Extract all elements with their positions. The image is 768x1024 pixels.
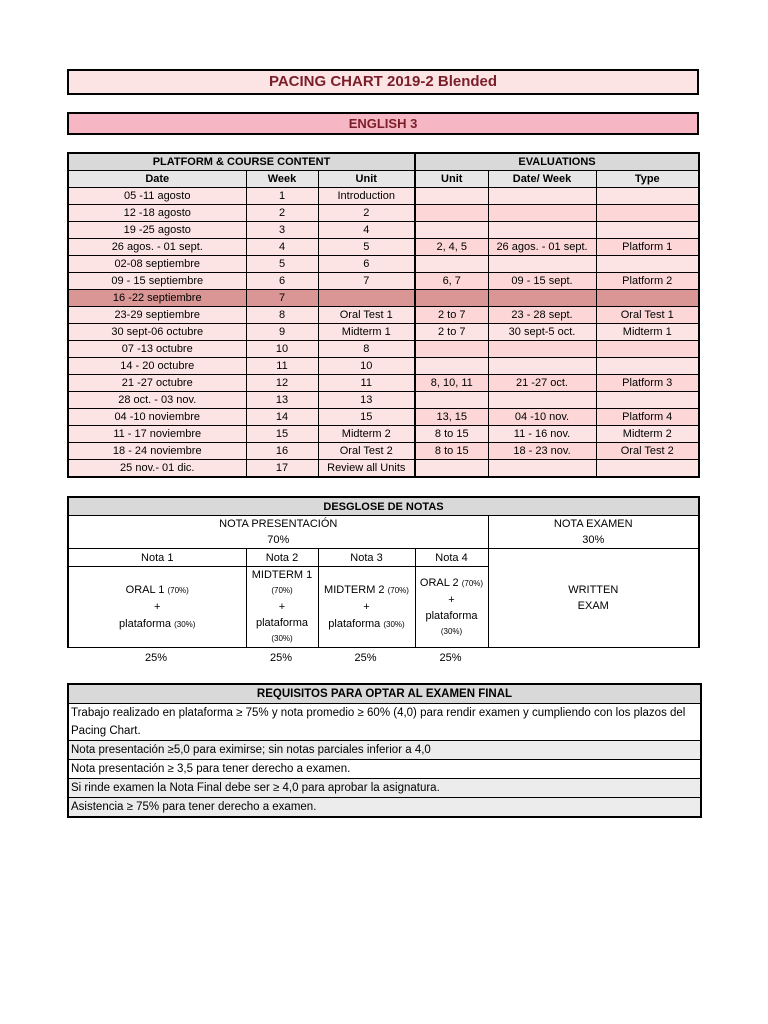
pacing-row xyxy=(68,409,699,426)
col-unit: Unit xyxy=(318,171,415,188)
row-eval-unit xyxy=(415,341,488,358)
row-unit: 2 xyxy=(318,205,415,222)
oral-2-pct: (70%) xyxy=(461,578,484,588)
row-date: 12 -18 agosto xyxy=(68,205,246,222)
pacing-row xyxy=(68,273,699,290)
row-eval-type: Platform 4 xyxy=(596,409,699,426)
oral-2-plat: plataforma xyxy=(425,609,478,622)
pacing-table xyxy=(67,152,700,478)
row-eval-unit xyxy=(415,222,488,239)
row-date: 25 nov.- 01 dic. xyxy=(68,460,246,478)
midterm-1-label: MIDTERM 1 xyxy=(251,569,313,581)
nota-3-detail xyxy=(318,567,415,648)
exam-label: EXAM xyxy=(577,600,609,612)
col-week: Week xyxy=(246,171,318,188)
midterm-2-label: MIDTERM 2 xyxy=(324,583,385,596)
requirement-item: Si rinde examen la Nota Final debe ser ≥ 4,0 para aprobar la asignatura. xyxy=(68,779,701,798)
weight-nota-3: 25% xyxy=(354,652,377,664)
row-date: 11 - 17 noviembre xyxy=(68,426,246,443)
col-eval-date: Date/ Week xyxy=(488,171,596,188)
nota-4-header: Nota 4 xyxy=(415,549,488,567)
nota-examen-pct: 30% xyxy=(582,534,605,546)
nota-1-detail xyxy=(68,567,246,648)
row-unit: 10 xyxy=(318,358,415,375)
midterm-1-plus: + xyxy=(278,601,286,613)
pacing-row xyxy=(68,375,699,392)
pacing-row xyxy=(68,392,699,409)
row-unit: 7 xyxy=(318,273,415,290)
requirement-item: Trabajo realizado en plataforma ≥ 75% y nota promedio ≥ 60% (4,0) para rendir examen y cumpliendo con los plazos del Pacing Chart. xyxy=(68,704,701,741)
row-unit xyxy=(318,290,415,307)
row-eval-date: 04 -10 nov. xyxy=(488,409,596,426)
pacing-row xyxy=(68,188,699,205)
row-eval-unit xyxy=(415,205,488,222)
row-week: 12 xyxy=(246,375,318,392)
row-unit: Oral Test 1 xyxy=(318,307,415,324)
row-week: 4 xyxy=(246,239,318,256)
row-eval-date: 21 -27 oct. xyxy=(488,375,596,392)
written-label: WRITTEN xyxy=(568,584,619,596)
row-eval-unit xyxy=(415,358,488,375)
row-unit: 15 xyxy=(318,409,415,426)
row-week: 16 xyxy=(246,443,318,460)
row-eval-unit: 6, 7 xyxy=(415,273,488,290)
pacing-row xyxy=(68,222,699,239)
row-eval-type: Platform 2 xyxy=(596,273,699,290)
row-unit: 8 xyxy=(318,341,415,358)
row-eval-type xyxy=(596,358,699,375)
row-week: 10 xyxy=(246,341,318,358)
row-eval-type xyxy=(596,460,699,478)
row-unit: Oral Test 2 xyxy=(318,443,415,460)
oral-1-plat: plataforma xyxy=(119,617,172,630)
nota-presentacion-pct: 70% xyxy=(267,534,290,546)
row-unit: 6 xyxy=(318,256,415,273)
row-eval-date xyxy=(488,188,596,205)
requirements-title: REQUISITOS PARA OPTAR AL EXAMEN FINAL xyxy=(68,684,701,704)
row-week: 13 xyxy=(246,392,318,409)
row-eval-unit xyxy=(415,188,488,205)
row-week: 14 xyxy=(246,409,318,426)
row-eval-type xyxy=(596,392,699,409)
row-date: 19 -25 agosto xyxy=(68,222,246,239)
row-eval-type xyxy=(596,222,699,239)
row-unit: Midterm 2 xyxy=(318,426,415,443)
row-week: 1 xyxy=(246,188,318,205)
row-date: 14 - 20 octubre xyxy=(68,358,246,375)
pacing-row xyxy=(68,341,699,358)
nota-presentacion-label: NOTA PRESENTACIÓN xyxy=(219,518,338,530)
oral-2-plat-pct: (30%) xyxy=(440,626,463,636)
weight-nota-4: 25% xyxy=(439,652,462,664)
row-eval-unit xyxy=(415,256,488,273)
row-date: 26 agos. - 01 sept. xyxy=(68,239,246,256)
row-date: 04 -10 noviembre xyxy=(68,409,246,426)
weight-nota-1: 25% xyxy=(144,652,168,664)
col-date: Date xyxy=(68,171,246,188)
row-eval-type xyxy=(596,290,699,307)
row-date: 18 - 24 noviembre xyxy=(68,443,246,460)
row-week: 7 xyxy=(246,290,318,307)
row-eval-date xyxy=(488,358,596,375)
row-date: 21 -27 octubre xyxy=(68,375,246,392)
row-date: 23-29 septiembre xyxy=(68,307,246,324)
written-exam-cell xyxy=(488,549,699,648)
row-eval-date: 23 - 28 sept. xyxy=(488,307,596,324)
row-eval-type: Midterm 2 xyxy=(596,426,699,443)
requirement-item: Nota presentación ≥5,0 para eximirse; sin notas parciales inferior a 4,0 xyxy=(68,741,701,760)
row-eval-unit: 2 to 7 xyxy=(415,307,488,324)
pacing-row xyxy=(68,307,699,324)
oral-1-pct: (70%) xyxy=(167,585,189,595)
row-eval-date xyxy=(488,222,596,239)
row-eval-date xyxy=(488,392,596,409)
platform-group-header: PLATFORM & COURSE CONTENT xyxy=(68,153,415,171)
nota-presentacion xyxy=(68,516,488,549)
row-unit: 13 xyxy=(318,392,415,409)
pacing-row xyxy=(68,205,699,222)
row-eval-unit: 8 to 15 xyxy=(415,426,488,443)
row-week: 5 xyxy=(246,256,318,273)
row-unit: Review all Units xyxy=(318,460,415,478)
nota-examen-label: NOTA EXAMEN xyxy=(553,518,633,530)
oral-1-plus: + xyxy=(154,600,161,613)
row-eval-type xyxy=(596,205,699,222)
requirements-table xyxy=(67,683,702,818)
row-eval-unit xyxy=(415,290,488,307)
weight-nota-2: 25% xyxy=(269,652,293,664)
midterm-1-plat-pct: (30%) xyxy=(271,634,293,643)
pacing-row xyxy=(68,324,699,341)
row-eval-type: Oral Test 1 xyxy=(596,307,699,324)
row-eval-date xyxy=(488,290,596,307)
midterm-1-pct: (70%) xyxy=(271,586,293,595)
page-title: PACING CHART 2019-2 Blended xyxy=(67,69,699,95)
row-unit: 5 xyxy=(318,239,415,256)
row-eval-date: 26 agos. - 01 sept. xyxy=(488,239,596,256)
row-eval-unit: 8 to 15 xyxy=(415,443,488,460)
row-date: 28 oct. - 03 nov. xyxy=(68,392,246,409)
midterm-2-pct: (70%) xyxy=(387,585,409,595)
row-date: 05 -11 agosto xyxy=(68,188,246,205)
nota-2-detail xyxy=(246,567,318,648)
midterm-2-plat: plataforma xyxy=(328,617,381,630)
row-eval-date xyxy=(488,205,596,222)
requirement-item: Nota presentación ≥ 3,5 para tener derecho a examen. xyxy=(68,760,701,779)
row-eval-unit: 2 to 7 xyxy=(415,324,488,341)
row-week: 6 xyxy=(246,273,318,290)
row-eval-type: Oral Test 2 xyxy=(596,443,699,460)
midterm-1-plat: plataforma xyxy=(256,617,308,629)
pacing-row xyxy=(68,290,699,307)
row-week: 3 xyxy=(246,222,318,239)
row-eval-unit: 13, 15 xyxy=(415,409,488,426)
pacing-row xyxy=(68,443,699,460)
row-eval-type xyxy=(596,341,699,358)
pacing-row xyxy=(68,426,699,443)
row-eval-type: Platform 1 xyxy=(596,239,699,256)
row-eval-date: 11 - 16 nov. xyxy=(488,426,596,443)
row-eval-date xyxy=(488,256,596,273)
nota-4-detail xyxy=(415,567,488,648)
oral-2-label: ORAL 2 xyxy=(419,576,459,589)
midterm-2-plus: + xyxy=(363,600,370,613)
row-eval-type xyxy=(596,188,699,205)
row-week: 17 xyxy=(246,460,318,478)
row-eval-date: 18 - 23 nov. xyxy=(488,443,596,460)
oral-1-label: ORAL 1 xyxy=(125,583,165,596)
row-eval-date: 30 sept-5 oct. xyxy=(488,324,596,341)
row-date: 07 -13 octubre xyxy=(68,341,246,358)
row-eval-type xyxy=(596,256,699,273)
row-eval-unit: 2, 4, 5 xyxy=(415,239,488,256)
course-title: ENGLISH 3 xyxy=(67,112,699,135)
evaluations-group-header: EVALUATIONS xyxy=(415,153,699,171)
midterm-2-plat-pct: (30%) xyxy=(383,619,405,629)
row-eval-date xyxy=(488,460,596,478)
row-eval-unit xyxy=(415,392,488,409)
grade-breakdown-title: DESGLOSE DE NOTAS xyxy=(68,497,699,516)
row-week: 11 xyxy=(246,358,318,375)
row-eval-date xyxy=(488,341,596,358)
nota-1-header: Nota 1 xyxy=(68,549,246,567)
requirement-item: Asistencia ≥ 75% para tener derecho a examen. xyxy=(68,798,701,818)
col-type: Type xyxy=(596,171,699,188)
row-eval-date: 09 - 15 sept. xyxy=(488,273,596,290)
row-week: 15 xyxy=(246,426,318,443)
row-eval-type: Midterm 1 xyxy=(596,324,699,341)
row-date: 02-08 septiembre xyxy=(68,256,246,273)
pacing-row xyxy=(68,239,699,256)
row-unit: Midterm 1 xyxy=(318,324,415,341)
row-eval-unit: 8, 10, 11 xyxy=(415,375,488,392)
row-week: 2 xyxy=(246,205,318,222)
grade-weights-row xyxy=(67,650,700,668)
oral-2-plus: + xyxy=(448,593,455,606)
row-date: 30 sept-06 octubre xyxy=(68,324,246,341)
row-unit: 4 xyxy=(318,222,415,239)
row-unit: Introduction xyxy=(318,188,415,205)
nota-2-header: Nota 2 xyxy=(246,549,318,567)
oral-1-plat-pct: (30%) xyxy=(174,619,196,629)
pacing-row xyxy=(68,358,699,375)
nota-3-header: Nota 3 xyxy=(318,549,415,567)
row-unit: 11 xyxy=(318,375,415,392)
pacing-row xyxy=(68,460,699,478)
row-week: 9 xyxy=(246,324,318,341)
row-eval-type: Platform 3 xyxy=(596,375,699,392)
nota-examen xyxy=(488,516,699,549)
col-eval-unit: Unit xyxy=(415,171,488,188)
grade-breakdown-table xyxy=(67,496,700,648)
row-week: 8 xyxy=(246,307,318,324)
pacing-row xyxy=(68,256,699,273)
row-eval-unit xyxy=(415,460,488,478)
row-date: 16 -22 septiembre xyxy=(68,290,246,307)
row-date: 09 - 15 septiembre xyxy=(68,273,246,290)
